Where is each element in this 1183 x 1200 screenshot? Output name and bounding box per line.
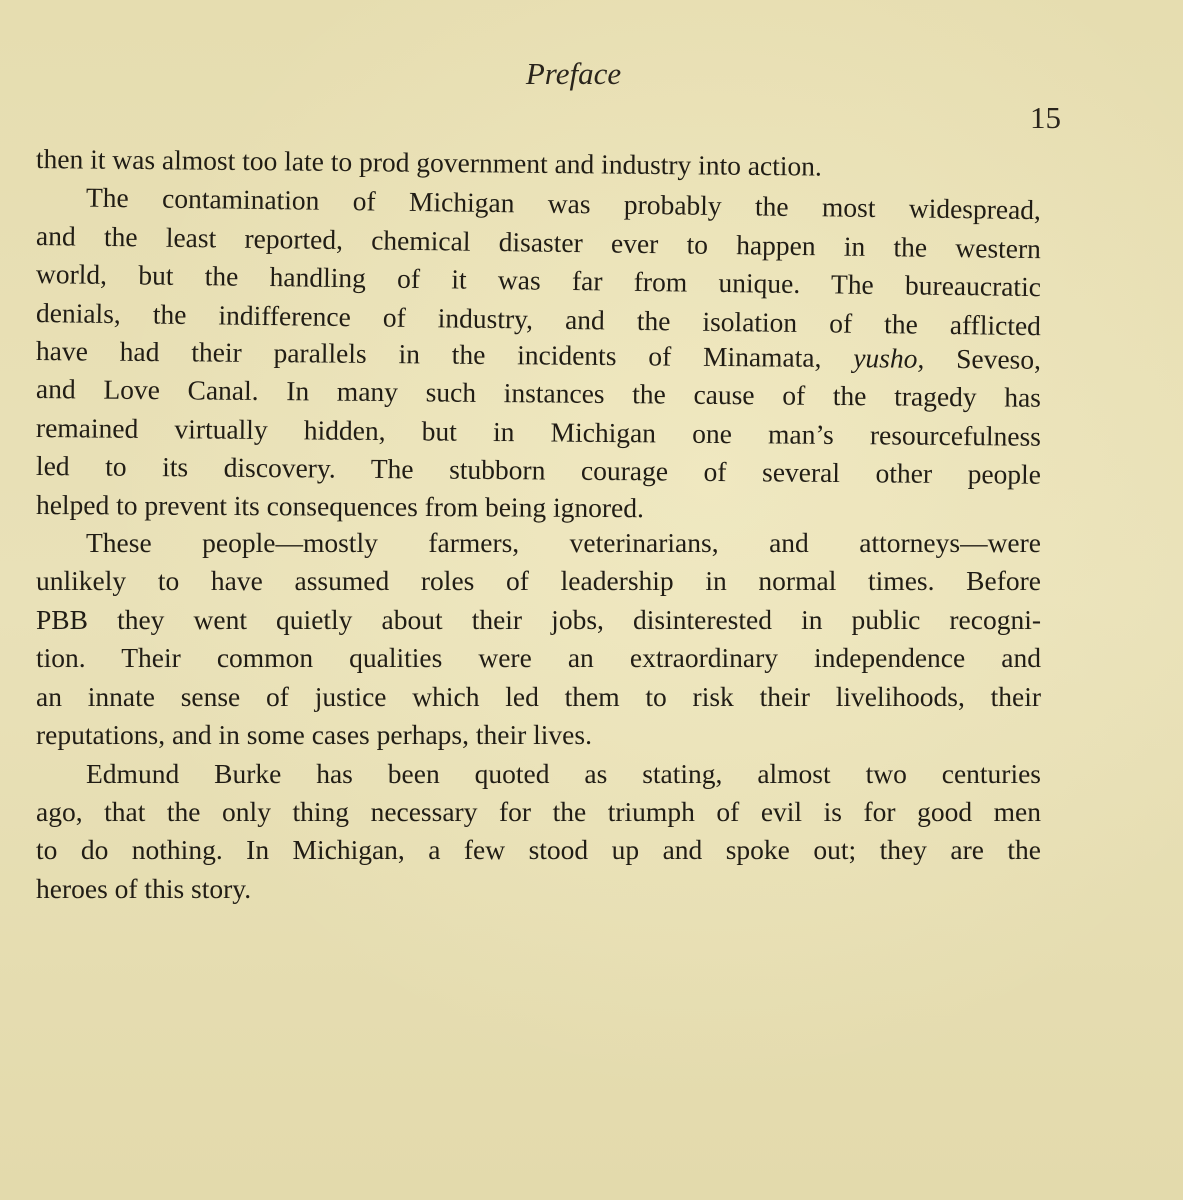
text-line: and the least reported, chemical disaster ever to happen in the western [35,219,1042,264]
text-line: tion. Their common qualities were an extraordinary independence and [36,642,1041,674]
text-line: helped to prevent its consequences from being ignored. [35,488,644,523]
preface-text [36,140,1041,908]
text-line: and Love Canal. In many such instances the cause of the tragedy has [35,373,1042,414]
text-line: an innate sense of justice which led them to risk their livelihoods, their [36,680,1041,712]
text-line: heroes of this story. [36,872,252,904]
text-line: unlikely to have assumed roles of leadership in normal times. Before [36,565,1041,597]
text-line: remained virtually hidden, but in Michigan one man’s resourcefulness [35,411,1042,452]
text-line: then it was almost too late to prod government and industry into action. [35,143,823,182]
text-line: ago, that the only thing necessary for the triumph of evil is for good men [36,795,1041,827]
text-line: Edmund Burke has been quoted as stating, almost two centuries [86,757,1041,789]
text-line: reputations, and in some cases perhaps, their lives. [36,719,592,751]
text-line: The contamination of Michigan was probably the most widespread, [85,182,1042,226]
page-number: 15 [1030,100,1061,135]
text-line: These people—mostly farmers, veterinarians, and attorneys—were [86,527,1041,559]
text-line: to do nothing. In Michigan, a few stood up and spoke out; they are the [36,834,1041,866]
text-segment: Seveso, [956,343,1042,375]
text-line: denials, the indifference of industry, and the isolation of the afflicted [35,296,1042,341]
running-head-title: Preface [525,56,622,91]
text-segment-italic: yusho, [853,342,925,374]
text-line: world, but the handling of it was far from unique. The bureaucratic [35,258,1042,303]
text-segment: have had their parallels in the incidents of Minamata, [35,335,822,373]
text-line: led to its discovery. The stubborn courage of several other people [35,450,1042,491]
text-line: PBB they went quietly about their jobs, disinterested in public recogni- [36,603,1041,635]
